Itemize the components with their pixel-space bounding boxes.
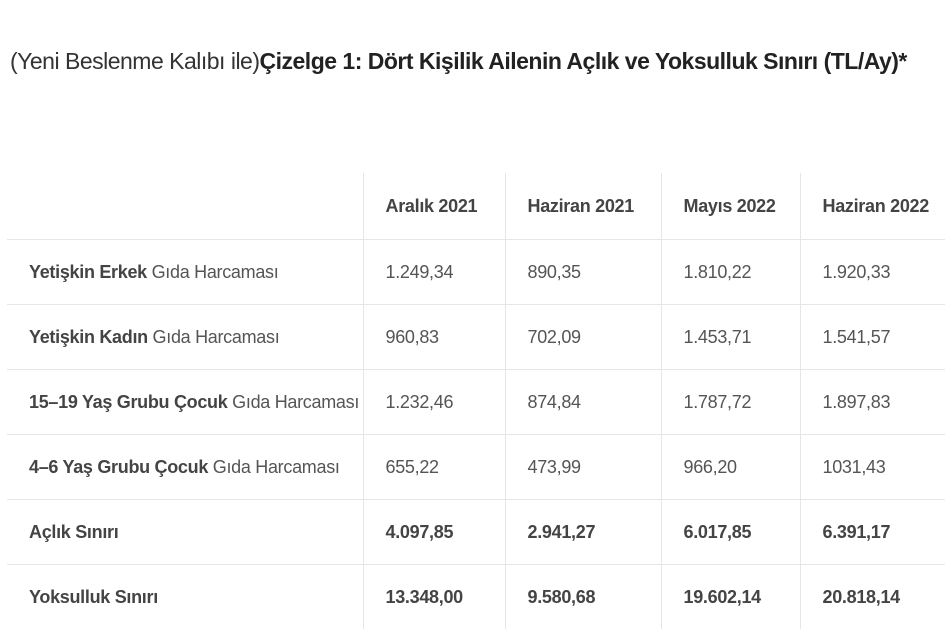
row-label-rest: Gıda Harcaması [147, 326, 280, 347]
table-cell: 966,20 [661, 435, 800, 500]
row-label [7, 240, 363, 305]
row-label-bold: 15–19 Yaş Grubu Çocuk [29, 391, 228, 412]
row-label-bold: 4–6 Yaş Grubu Çocuk [29, 456, 209, 477]
row-label [7, 565, 363, 630]
row-label-bold: Yetişkin Erkek [29, 261, 147, 282]
title-prefix: (Yeni Beslenme Kalıbı ile) [10, 48, 260, 74]
poverty-line-table [7, 173, 945, 629]
table-cell: 1.810,22 [661, 240, 800, 305]
table-cell: 13.348,00 [363, 565, 505, 630]
row-label-rest: Gıda Harcaması [146, 261, 279, 282]
table-cell: 1.541,57 [800, 305, 945, 370]
row-label-bold: Yoksulluk Sınırı [29, 586, 158, 607]
table-cell: 1.787,72 [661, 370, 800, 435]
table-cell: 9.580,68 [505, 565, 661, 630]
table-cell: 473,99 [505, 435, 661, 500]
table-row [7, 240, 945, 305]
table-cell: 6.017,85 [661, 500, 800, 565]
table-cell: 890,35 [505, 240, 661, 305]
header-corner [7, 173, 363, 240]
table-cell: 1.232,46 [363, 370, 505, 435]
row-label-bold: Açlık Sınırı [29, 521, 119, 542]
table-cell: 19.602,14 [661, 565, 800, 630]
row-label [7, 370, 363, 435]
table-row [7, 435, 945, 500]
column-header: Haziran 2021 [505, 173, 661, 240]
table-row [7, 305, 945, 370]
table-cell: 1.249,34 [363, 240, 505, 305]
table-cell: 655,22 [363, 435, 505, 500]
row-label [7, 500, 363, 565]
row-label-rest: Gıda Harcaması [227, 391, 360, 412]
table-row-hunger-line [7, 500, 945, 565]
header-row [7, 173, 945, 240]
column-header: Mayıs 2022 [661, 173, 800, 240]
table-cell: 2.941,27 [505, 500, 661, 565]
row-label-bold: Yetişkin Kadın [29, 326, 148, 347]
table-cell: 6.391,17 [800, 500, 945, 565]
table-cell: 960,83 [363, 305, 505, 370]
table-row [7, 370, 945, 435]
table-cell: 1.897,83 [800, 370, 945, 435]
column-header: Aralık 2021 [363, 173, 505, 240]
table-cell: 20.818,14 [800, 565, 945, 630]
table-cell: 1.453,71 [661, 305, 800, 370]
row-label [7, 305, 363, 370]
table-cell: 1031,43 [800, 435, 945, 500]
chart-title [10, 44, 940, 78]
row-label [7, 435, 363, 500]
title-main: Çizelge 1: Dört Kişilik Ailenin Açlık ve Yoksulluk Sınırı (TL/Ay)* [259, 48, 907, 74]
column-header: Haziran 2022 [800, 173, 945, 240]
row-label-rest: Gıda Harcaması [208, 456, 340, 477]
table-cell: 4.097,85 [363, 500, 505, 565]
table-cell: 702,09 [505, 305, 661, 370]
table-row-poverty-line [7, 565, 945, 630]
table-cell: 874,84 [505, 370, 661, 435]
table-cell: 1.920,33 [800, 240, 945, 305]
